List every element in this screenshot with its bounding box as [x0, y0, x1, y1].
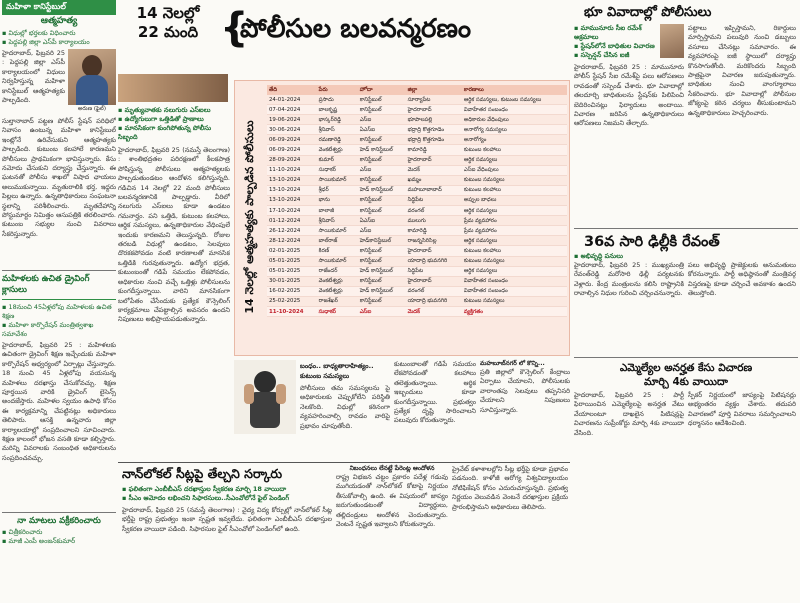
cell-district: భద్రాద్రి కొత్తగూడెం — [406, 125, 462, 135]
cell-date: 07-04-2024 — [267, 105, 317, 115]
table-row — [267, 185, 567, 195]
photo-caption: అరుణ (ఫైల్) — [78, 106, 106, 112]
bottom-story-text-2: రాష్ట్ర విభజన చట్టం ప్రకారం పదేళ్ల గడువు ముగియడంతో నాన్‌లోకల్ కోటాపై నిర్ణయం తీసుకోవాల్సి ఉంది. ఈ విషయంలో జాప్యం జరుగుతుండటంతో విద్యార్థులు, తల్లిదండ్రులు ఆందోళన చెందుతున్నారు. వెంటనే స్పష్టత ఇవ్వాలని కోరుతున్నారు. — [336, 473, 448, 529]
bottom-bullet-2: ▪ సీఎం ఆమోదం లభించని సిఫారసులు..సీఎంవోలోనే ఫైల్ పెండింగ్ — [122, 494, 289, 502]
bottom-subheadline: నిబంధనలు లేనట్టే పేరెంట్ల ఆందోళన — [349, 465, 435, 472]
cell-rank: ఎస్‌ఐ — [358, 165, 406, 175]
bottom-story-text-1: హైదరాబాద్, ఫిబ్రవరి 25 (నమస్తే తెలంగాణ) : వైద్య విద్య కోర్సుల్లో నాన్‌లోకల్ సీట్ల భర్తీపై రాష్ట్ర ప్రభుత్వం ఇంకా స్పష్టత ఇవ్వలేదు. ఫలితంగా ఎంబీబీఎస్ దరఖాస్తుల స్వీకరణ వాయిదా పడింది. సిఫారసుల ఫైల్ సీఎంవోలో పెండింగ్‌లో ఉంది. — [122, 506, 332, 533]
right-section3-headline-1: ఎమ్మెల్యేల అనర్హత కేసు విచారణ — [619, 362, 753, 374]
cell-name: బాలాజీ — [317, 206, 358, 216]
cell-district: కామారెడ్డి — [406, 145, 462, 155]
cell-rank: హెడ్ కానిస్టేబుల్ — [358, 286, 406, 296]
cell-date: 26-12-2024 — [267, 226, 317, 236]
left-section2-bullet-1: ▪ 18నుంచి 45ఏళ్లలోపు మహిళలకు ఉచిత శిక్షణ — [2, 303, 112, 320]
bottom-story-text-3: ప్రైవేట్ కళాశాలల్లోని సీట్ల భర్తీపై కూడా ప్రభావం పడనుంది. కాళోజీ ఆరోగ్య విశ్వవిద్యాలయం నోటిఫికేషన్ కోసం ఎదురుచూస్తున్నది. ప్రభుత్వ నిర్ణయం వెలువడిన వెంటనే దరఖాస్తుల ప్రక్రియ ప్రారంభిస్తామని అధికారులు తెలిపారు. — [452, 465, 568, 511]
left-section1-body: సుల్తానాబాద్ పట్టణ పోలీస్ స్టేషన్ పరిధిలో నివాసం ఉంటున్న మహిళా కానిస్టేబుల్ ఇంట్లోనే ఉరివేసుకుని ఆత్మహత్యకు పాల్పడింది. కుటుంబ కలహాలే కారణమని పోలీసులు ప్రాథమికంగా భావిస్తున్నారు. కేసు నమోదు చేసుకుని దర్యాప్తు చేస్తున్నారు. ఈ ఘటనతో పోలీసు శాఖలో విషాద ఛాయలు అలుముకున్నాయి. మృతురాలికి భర్త, ఇద్దరు పిల్లలు ఉన్నారు. ఉన్నతాధికారులు సంఘటనా స్థలాన్ని పరిశీలించారు. మృతదేహాన్ని పోస్టుమార్టం నిమిత్తం ఆసుపత్రికి తరలించారు. కుటుంబ సభ్యుల నుంచి వివరాలు సేకరిస్తున్నారు. — [2, 117, 116, 238]
main-bullet-3: ▪ మానసికంగా కుంగిపోతున్న పోలీసు సిబ్బంది — [118, 124, 212, 141]
cell-rank: కానిస్టేబుల్ — [358, 296, 406, 306]
cell-date: 11-10-2024 — [267, 165, 317, 175]
right-section2-headline: 36వ సారి ఢిల్లీకి రేవంత్ — [584, 234, 720, 250]
cell-name: భాస్కర్‌రెడ్డి — [317, 115, 358, 125]
table-header-row — [267, 85, 567, 95]
cell-name: వెంకటేశ్వర్లు — [317, 286, 358, 296]
right-section3-headline-2: మార్చి 4కు వాయిదా — [644, 376, 728, 388]
cell-date: 01-12-2024 — [267, 216, 317, 226]
cell-date: 13-10-2024 — [267, 195, 317, 205]
left-section1-bullet-2: ▪ పెద్దపల్లి జిల్లా ఎస్‌పీ కార్యాలయం — [2, 38, 90, 46]
cell-name: శ్రీనివాస్ — [317, 216, 358, 226]
left-section3-bullet-1: ▪ చిత్రీకరించారు — [2, 528, 43, 536]
cell-reason: కుటుంబ కలహాలు — [462, 145, 567, 155]
sub-story-headline: మహబూబ్‌నగర్ లో కొన్ని... — [480, 360, 545, 367]
cell-reason: ఆర్థిక సమస్యలు — [462, 206, 567, 216]
cell-district: భద్రాద్రి కొత్తగూడెం — [406, 135, 462, 145]
cell-date: 05-01-2025 — [267, 266, 317, 276]
cell-reason: వ్యక్తిగతం — [462, 306, 567, 316]
th-reason: కారణాలు — [462, 85, 567, 95]
cell-rank: కానిస్టేబుల్ — [358, 105, 406, 115]
left-column — [2, 0, 116, 603]
cell-name: శ్రీధర్ — [317, 185, 358, 195]
cell-district: సిద్ధిపేట — [406, 195, 462, 205]
main-bullet-2: ▪ ఉద్యోగులుగా ఒత్తిడితో ప్రాణాలు — [118, 115, 204, 123]
right-s2-text-2: పలు అభివృద్ధి ప్రాజెక్టులకు అనుమతులు కోరనున్నారు. పార్టీ అధిష్ఠానంతో మంత్రివర్గ విస్తరణపై కూడా చర్చించే అవకాశం ఉందని తెలుస్తోంది. — [688, 261, 796, 298]
cell-name: కిరణ్ — [317, 246, 358, 256]
cell-rank: కానిస్టేబుల్ — [358, 195, 406, 205]
right-s2-text-1: హైదరాబాద్, ఫిబ్రవరి 25 : ముఖ్యమంత్రి రేవంత్‌రెడ్డి మరోసారి ఢిల్లీ పర్యటనకు వెళ్లారు. కేంద్ర మంత్రులను కలిసి రాష్ట్రానికి రావాల్సిన నిధుల గురించి చర్చించనున్నారు. — [574, 261, 684, 298]
constable-photo — [68, 49, 116, 105]
stressed-officer-illustration — [234, 360, 296, 434]
table-row — [267, 266, 567, 276]
cell-name: బాల్‌రాజ్ — [317, 236, 358, 246]
th-district: జిల్లా — [406, 85, 462, 95]
table-row — [267, 125, 567, 135]
cell-name: వెంకటేశ్వర్లు — [317, 276, 358, 286]
cell-date: 13-10-2024 — [267, 185, 317, 195]
cell-name: సాయికుమార్ — [317, 175, 358, 185]
table-row — [267, 206, 567, 216]
cell-name: బాలకృష్ణ — [317, 105, 358, 115]
cell-name: రాజేందర్ — [317, 266, 358, 276]
cell-district: హైదరాబాద్ — [406, 155, 462, 165]
cell-reason: అధికారుల వేధింపులు — [462, 115, 567, 125]
main-bullet-1: ▪ మృత్యువాతకు నలుగురు ఎస్‌ఐలు — [118, 106, 211, 114]
right-s1-bullet-3: ▪ సస్పెన్షన్ చేసిన ఐజీ — [574, 51, 630, 59]
cell-reason: ఆర్థిక సమస్యలు — [462, 266, 567, 276]
main-story-text: హైదరాబాద్, ఫిబ్రవరి 25 (నమస్తే తెలంగాణ) : శాంతిభద్రతల పరిరక్షణలో కీలకపాత్ర పోషిస్తున్న పోలీసులు ఆత్మహత్యలకు పాల్పడుతుండటం ఆందోళన కలిగిస్తున్నది. గడిచిన 14 నెలల్లో 22 మంది పోలీసులు బలవన్మరణానికి పాల్పడ్డారు. వీరిలో నలుగురు ఎస్‌ఐలు కూడా ఉండటం గమనార్హం. పని ఒత్తిడి, కుటుంబ కలహాలు, ఆర్థిక సమస్యలు, ఉన్నతాధికారుల వేధింపులే ఇందుకు కారణమని తెలుస్తున్నది. రోజుల తరబడి విధుల్లో ఉండటం, సెలవులు దొరకకపోవడం వంటి కారణాలతో మానసిక ఒత్తిడికి గురవుతున్నారు. ఉద్యోగ భద్రత, కుటుంబంతో గడిపే సమయం లేకపోవడం, అధికారుల నుంచి వచ్చే ఒత్తిళ్లు పోలీసులను కుంగదీస్తున్నాయి. వారిని మానసికంగా బలోపేతం చేసేందుకు ప్రత్యేక కౌన్సెలింగ్ కార్యక్రమాలు చేపట్టాల్సిన అవసరం ఉందని నిపుణులు అభిప్రాయపడుతున్నారు. — [118, 146, 230, 324]
cell-name: సుధాకర్ — [317, 165, 358, 175]
cell-district: భూపాలపల్లి — [406, 115, 462, 125]
table-row — [267, 135, 567, 145]
cell-name: శ్రీనివాస్ — [317, 125, 358, 135]
table-row — [267, 286, 567, 296]
sub-story-text-3: ప్రతి జిల్లాలో కౌన్సెలింగ్ కేంద్రాలు ఏర్పాటు చేయాలని, పోలీసులకు వారాంతపు సెలవులు తప్పనిసరి చేయాలని నిపుణులు సూచిస్తున్నారు. — [480, 368, 570, 414]
cell-date: 11-10-2024 — [267, 306, 317, 316]
cell-district: మెదక్ — [406, 306, 462, 316]
cell-district: సూర్యాపేట — [406, 95, 462, 105]
cell-rank: కానిస్టేబుల్ — [358, 276, 406, 286]
right-s1-text-2: పట్టాలు ఇప్పిస్తామని, రికార్డులు మార్పిస్తామని పలువురి నుంచి డబ్బులు వసూలు చేసినట్లు సమాచారం. ఈ వ్యవహారంపై ఐజీ స్థాయిలో దర్యాప్తు కొనసాగుతోంది. మరికొందరు సిబ్బంది పాత్రపైనా విచారణ జరుపుతున్నారు. బాధితుల నుంచి వాంగ్మూలాలు సేకరించారు. భూ వివాదాల్లో పోలీసుల జోక్యంపై కఠిన చర్యలు తీసుకుంటామని ఉన్నతాధికారులు హెచ్చరించారు. — [688, 24, 796, 117]
cell-reason: ప్రేమ వ్యవహారం — [462, 226, 567, 236]
right-s3-text-1: హైదరాబాద్, ఫిబ్రవరి 25 : పార్టీ ఫిరాయించిన ఎమ్మెల్యేలపై అనర్హత వేటు వేయాలంటూ దాఖలైన పిటిషన్లపై విచారణను సుప్రీంకోర్టు మార్చి 4కు వాయిదా వేసింది. — [574, 391, 684, 437]
table-row — [267, 95, 567, 105]
cell-rank: కానిస్టేబుల్ — [358, 206, 406, 216]
cell-district: యాదాద్రి భువనగిరి — [406, 296, 462, 306]
illustration-caption-2: కుటుంబ సమస్యలు — [300, 372, 350, 380]
main-headline: పోలీసుల బలవన్మరణం — [240, 14, 472, 44]
right-s1-bullet-1: ▪ మామునూరు సీఐ రమేశ్ అక్రమాలు — [574, 24, 642, 41]
headline-count-line1: 14 నెలల్లో — [136, 4, 200, 22]
cell-date: 02-01-2025 — [267, 246, 317, 256]
right-s3-text-2: స్పీకర్ నిర్ణయంలో జాప్యంపై పిటిషనర్లు అభ్యంతరం వ్యక్తం చేశారు. తదుపరి విచారణలో పూర్తి వివరాలు సమర్పించాలని ధర్మాసనం ఆదేశించింది. — [688, 391, 796, 428]
right-s2-bullet: ▪ అభివృద్ధి పనులు — [574, 252, 623, 260]
table-row — [267, 226, 567, 236]
cell-reason: ప్రేమ వ్యవహారం — [462, 216, 567, 226]
cell-reason: కుటుంబ సమస్యలు — [462, 256, 567, 266]
cell-reason: కుటుంబ సమస్యలు — [462, 175, 567, 185]
table-row — [267, 195, 567, 205]
table-row — [267, 216, 567, 226]
cell-rank: హెడ్ కానిస్టేబుల్ — [358, 185, 406, 195]
cell-name: రమణారెడ్డి — [317, 135, 358, 145]
illustration-caption-1: బంధం.. బాధ్యతారాహిత్యం.. — [300, 362, 374, 370]
cell-rank: కానిస్టేబుల్ — [358, 246, 406, 256]
cell-district: హైదరాబాద్ — [406, 105, 462, 115]
cell-district: మెదక్ — [406, 165, 462, 175]
cell-date: 28-09-2024 — [267, 155, 317, 165]
cell-name: ప్రసాదు — [317, 95, 358, 105]
cell-district: వరంగల్ — [406, 286, 462, 296]
left-section1-title: మహిళా కానిస్టేబుల్ — [2, 0, 116, 15]
left-section1-text: హైదరాబాద్, ఫిబ్రవరి 25 : పెద్దపల్లి జిల్లా ఎస్‌పీ కార్యాలయంలో విధులు నిర్వహిస్తున్న మహిళా కానిస్టేబుల్ ఆత్మహత్యకు పాల్పడింది. — [2, 49, 65, 105]
table-row — [267, 165, 567, 175]
police-officer-photo — [118, 74, 228, 102]
cell-date: 24-01-2024 — [267, 95, 317, 105]
cell-rank: కానిస్టేబుల్ — [358, 175, 406, 185]
sub-story-text-2: కుటుంబాలతో గడిపే సమయం లేకపోవడంతో కలహాలు తలెత్తుతున్నాయి. ఆర్థిక ఇబ్బందులు కూడా కుంగదీస్తున్నాయి. ప్రభుత్వం ప్రత్యేక దృష్టి సారించాలని పలువురు కోరుతున్నారు. — [394, 360, 476, 425]
cell-reason: అనారోగ్య సమస్యలు — [462, 125, 567, 135]
cell-district: ములుగు — [406, 216, 462, 226]
cell-reason: అప్పుల బాధలు — [462, 195, 567, 205]
cell-rank: కానిస్టేబుల్ — [358, 155, 406, 165]
table-row — [267, 145, 567, 155]
cell-date: 06-09-2024 — [267, 135, 317, 145]
cell-reason: కుటుంబ కలహాలు — [462, 246, 567, 256]
left-section3-title: నా మాటలు వక్రీకరించారు — [17, 516, 101, 526]
cell-district: యాదాద్రి భువనగిరి — [406, 256, 462, 266]
cell-rank: హెడ్ కానిస్టేబుల్ — [358, 266, 406, 276]
cell-date: 30-01-2025 — [267, 276, 317, 286]
left-section2-body: హైదరాబాద్, ఫిబ్రవరి 25 : మహిళలకు ఉచితంగా డ్రైవింగ్ శిక్షణ ఇచ్చేందుకు మహిళా కార్పొరేషన్ ఆధ్వర్యంలో ఏర్పాట్లు చేస్తున్నారు. 18 నుంచి 45 ఏళ్లలోపు వయసున్న మహిళలు దరఖాస్తు చేసుకోవచ్చు. శిక్షణ పూర్తయిన వారికి డ్రైవింగ్ లైసెన్స్ అందజేస్తారు. మహిళల స్వయం ఉపాధి కోసం ఈ కార్యక్రమాన్ని చేపట్టినట్లు అధికారులు తెలిపారు. ఆసక్తి ఉన్నవారు జిల్లా కార్యాలయాల్లో సంప్రదించాలని సూచించారు. శిక్షణ కాలంలో భోజన వసతి కూడా కల్పిస్తారు. మరిన్ని వివరాలకు సంబంధిత అధికారులను సంప్రదించవచ్చు. — [2, 341, 116, 462]
cell-date: 30-06-2024 — [267, 125, 317, 135]
right-s1-text-1: హైదరాబాద్, ఫిబ్రవరి 25 : మామునూరు పోలీస్ స్టేషన్ సీఐ రమేశ్‌పై పలు ఆరోపణలు రావడంతో సస్పెండ్ చేశారు. భూ వివాదాల్లో తలదూర్చి బాధితులను స్టేషన్‌కు పిలిపించి బెదిరించినట్లు ఫిర్యాదులు అందాయి. విచారణ జరిపిన ఉన్నతాధికారులు ఆరోపణలు నిజమని తేల్చారు. — [574, 63, 684, 128]
cell-name: సాయికుమార్ — [317, 226, 358, 236]
table-row — [267, 306, 567, 316]
cell-reason: కుటుంబ కలహాలు — [462, 185, 567, 195]
cell-date: 16-02-2025 — [267, 286, 317, 296]
left-section3-bullet-2: ▪ మాజీ ఎంపీ అంజన్‌కుమార్ — [2, 537, 76, 545]
cell-date: 28-12-2024 — [267, 236, 317, 246]
right-column — [574, 0, 798, 603]
cell-reason: ఆర్థిక సమస్యలు — [462, 236, 567, 246]
cell-rank: హెడ్‌కానిస్టేబుల్ — [358, 236, 406, 246]
table-row — [267, 236, 567, 246]
table-vertical-title: 14 నెలల్లో ఆత్మహత్యకు పాల్పడిన పోలీసులు — [243, 120, 256, 314]
brace-decoration: { — [220, 5, 249, 51]
main-story — [118, 0, 570, 603]
left-section2-title: మహిళలకు ఉచిత డ్రైవింగ్ క్లాసులు — [2, 274, 90, 295]
cell-reason: ఆర్థిక సమస్యలు — [462, 155, 567, 165]
cell-date: 25-02-2025 — [267, 296, 317, 306]
table-row — [267, 256, 567, 266]
cell-reason: ఎస్‌ఐ వేధింపులు — [462, 165, 567, 175]
cell-reason: వివాహేతర సంబంధం — [462, 276, 567, 286]
table-row — [267, 246, 567, 256]
cell-name: వెంకటేశ్వర్లు — [317, 145, 358, 155]
left-section2-bullet-2: ▪ మహిళా కార్పొరేషన్ మంత్రిత్వశాఖ సమావేశం — [2, 321, 94, 338]
cell-district: ఖమ్మం — [406, 175, 462, 185]
table-row — [267, 155, 567, 165]
right-section1-headline: భూ వివాదాల్లో పోలీసులు — [584, 5, 712, 20]
cell-name: రాజశేఖర్ — [317, 296, 358, 306]
cell-date: 05-01-2025 — [267, 256, 317, 266]
suicides-table-panel — [234, 80, 570, 356]
table-row — [267, 175, 567, 185]
table-row — [267, 296, 567, 306]
left-section1-bullet-1: ▪ విధుల్లో భర్తలకు విధించారు — [2, 29, 76, 37]
cell-name: సుధాకర్ — [317, 306, 358, 316]
cell-reason: ఆర్థిక సమస్యలు, కుటుంబ సమస్యలు — [462, 95, 567, 105]
cell-date: 13-10-2024 — [267, 175, 317, 185]
left-section1-subtitle: ఆత్మహత్య — [40, 16, 78, 26]
cell-district: హైదరాబాద్ — [406, 276, 462, 286]
cell-district: రాజన్నసిరిసిల్ల — [406, 236, 462, 246]
headline-count-line2: 22 మంది — [137, 23, 199, 41]
suicides-table — [267, 85, 567, 317]
cell-district: వరంగల్ — [406, 206, 462, 216]
cell-district: సిద్ధిపేట — [406, 266, 462, 276]
cell-rank: కానిస్టేబుల్ — [358, 95, 406, 105]
cell-name: సాయికుమార్ — [317, 256, 358, 266]
cell-rank: హెడ్ కానిస్టేబుల్ — [358, 145, 406, 155]
cell-date: 06-09-2024 — [267, 145, 317, 155]
cell-rank: ఏఎస్‌ఐ — [358, 216, 406, 226]
cell-reason: వివాహేతర సంబంధం — [462, 286, 567, 296]
cell-district: కామారెడ్డి — [406, 226, 462, 236]
cell-rank: ఎస్‌ఐ — [358, 306, 406, 316]
cell-rank: కానిస్టేబుల్ — [358, 135, 406, 145]
table-row — [267, 115, 567, 125]
table-row — [267, 276, 567, 286]
cell-date: 19-06-2024 — [267, 115, 317, 125]
cell-name: కుమార్ — [317, 155, 358, 165]
cell-district: హైదరాబాద్ — [406, 246, 462, 256]
sub-story-text-1: పోలీసులు తమ సమస్యలను పై అధికారులకు చెప్పుకోలేని పరిస్థితి నెలకొంది. విధుల్లో కఠినంగా వ్యవహరించాల్సి రావడం వారిపై ప్రభావం చూపుతోంది. — [300, 384, 390, 430]
cell-reason: అనారోగ్యం — [462, 135, 567, 145]
cell-rank: ఏఎస్‌ఐ — [358, 125, 406, 135]
right-s1-bullet-2: ▪ స్టేషన్‌లోనే బాధితుల విచారణ — [574, 42, 655, 50]
inspector-photo — [660, 24, 684, 58]
table-row — [267, 105, 567, 115]
cell-reason: కుటుంబ సమస్యలు — [462, 296, 567, 306]
cell-district: మహబూబాబాద్ — [406, 185, 462, 195]
bottom-headline: నాన్‌లోకల్ సీట్లపై తేల్చని సర్కారు — [122, 466, 283, 481]
th-rank: హోదా — [358, 85, 406, 95]
th-date: తేది — [267, 85, 317, 95]
th-name: పేరు — [317, 85, 358, 95]
cell-rank: ఎస్‌ఐ — [358, 226, 406, 236]
cell-name: భాను — [317, 195, 358, 205]
cell-reason: వివాహేతర సంబంధం — [462, 105, 567, 115]
bottom-bullet-1: ▪ ఫలితంగా ఎంబీబీఎస్ దరఖాస్తుల స్వీకరణ మార్చి 18 వాయిదా — [122, 485, 287, 493]
cell-rank: ఎస్‌ఐ — [358, 115, 406, 125]
cell-rank: కానిస్టేబుల్ — [358, 256, 406, 266]
cell-date: 17-10-2024 — [267, 206, 317, 216]
